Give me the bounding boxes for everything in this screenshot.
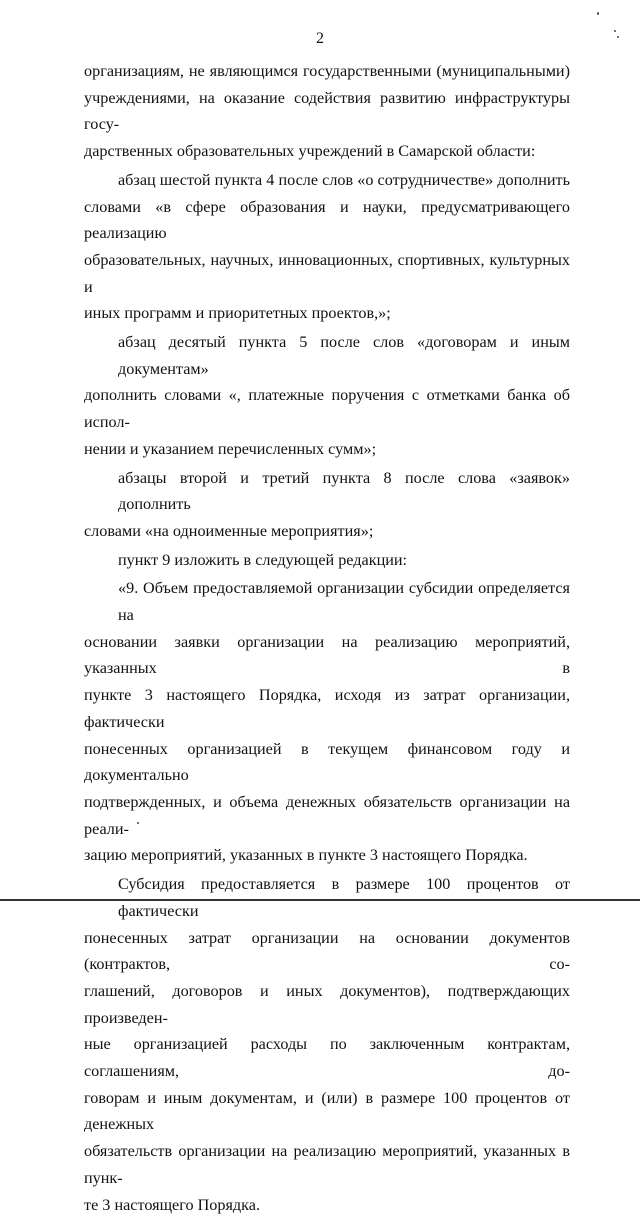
text-line: глашений, договоров и иных документов), подтверждающих произведен- [84, 981, 570, 1027]
text-line: дарственных образовательных учреждений в Самарской области: [84, 142, 536, 161]
text-line: абзац десятый пункта 5 после слов «договорам и иным документам» [118, 333, 570, 378]
text-line: основании заявки организации на реализацию мероприятий, указанных в [84, 632, 570, 678]
text-line: словами «на одноименные мероприятия»; [84, 521, 374, 540]
text-line: организациям, не являющимся государственными (муниципальными) [84, 62, 570, 80]
scan-speck [137, 822, 139, 824]
paragraph-5 [84, 547, 570, 574]
text-line: пункт 9 изложить в следующей редакции: [118, 550, 408, 569]
paragraph-6 [84, 575, 570, 869]
text-line: дополнить словами «, платежные поручения с отметками банка об испол- [84, 386, 570, 432]
text-line: те 3 настоящего Порядка. [84, 1195, 261, 1214]
text-line: «9. Объем предоставляемой организации субсидии определяется на [118, 579, 570, 625]
paragraph-7 [84, 871, 570, 1218]
paragraph-2 [84, 167, 570, 327]
paragraph-3 [84, 329, 570, 463]
scan-speck [614, 30, 616, 32]
scan-speck [597, 12, 599, 15]
page-number: 2 [316, 30, 324, 47]
text-line: учреждениями, на оказание содействия развитию инфраструктуры госу- [84, 88, 570, 134]
text-line: абзац шестой пункта 4 после слов «о сотрудничестве» дополнить [118, 170, 570, 189]
paragraph-4 [84, 465, 570, 545]
scan-bottom-edge [0, 899, 640, 901]
text-line: подтвержденных, и объема денежных обязательств организации на реали- [84, 792, 570, 838]
document-body [84, 58, 570, 1218]
text-line: говорам и иным документам, и (или) в размере 100 процентов от денежных [84, 1088, 570, 1134]
text-line: словами «в сфере образования и науки, предусматривающего реализацию [84, 197, 570, 243]
text-line: абзацы второй и третий пункта 8 после слова «заявок» дополнить [118, 468, 570, 514]
text-line: нении и указанием перечисленных сумм»; [84, 439, 377, 458]
text-line: зацию мероприятий, указанных в пункте 3 настоящего Порядка. [84, 846, 528, 865]
text-line: иных программ и приоритетных проектов,»; [84, 304, 391, 323]
text-line: образовательных, научных, инновационных, спортивных, культурных и [84, 250, 570, 296]
text-line: ные организацией расходы по заключенным контрактам, соглашениям, до- [84, 1035, 570, 1081]
text-line: Субсидия предоставляется в размере 100 процентов от фактически [118, 875, 570, 920]
text-line: пункте 3 настоящего Порядка, исходя из затрат организации, фактически [84, 686, 570, 731]
text-line: обязательств организации на реализацию мероприятий, указанных в пунк- [84, 1142, 570, 1187]
text-line: понесенных затрат организации на основании документов (контрактов, со- [84, 928, 570, 974]
paragraph-1 [84, 58, 570, 165]
scan-speck [617, 36, 619, 38]
text-line: понесенных организацией в текущем финансовом году и документально [84, 739, 570, 785]
